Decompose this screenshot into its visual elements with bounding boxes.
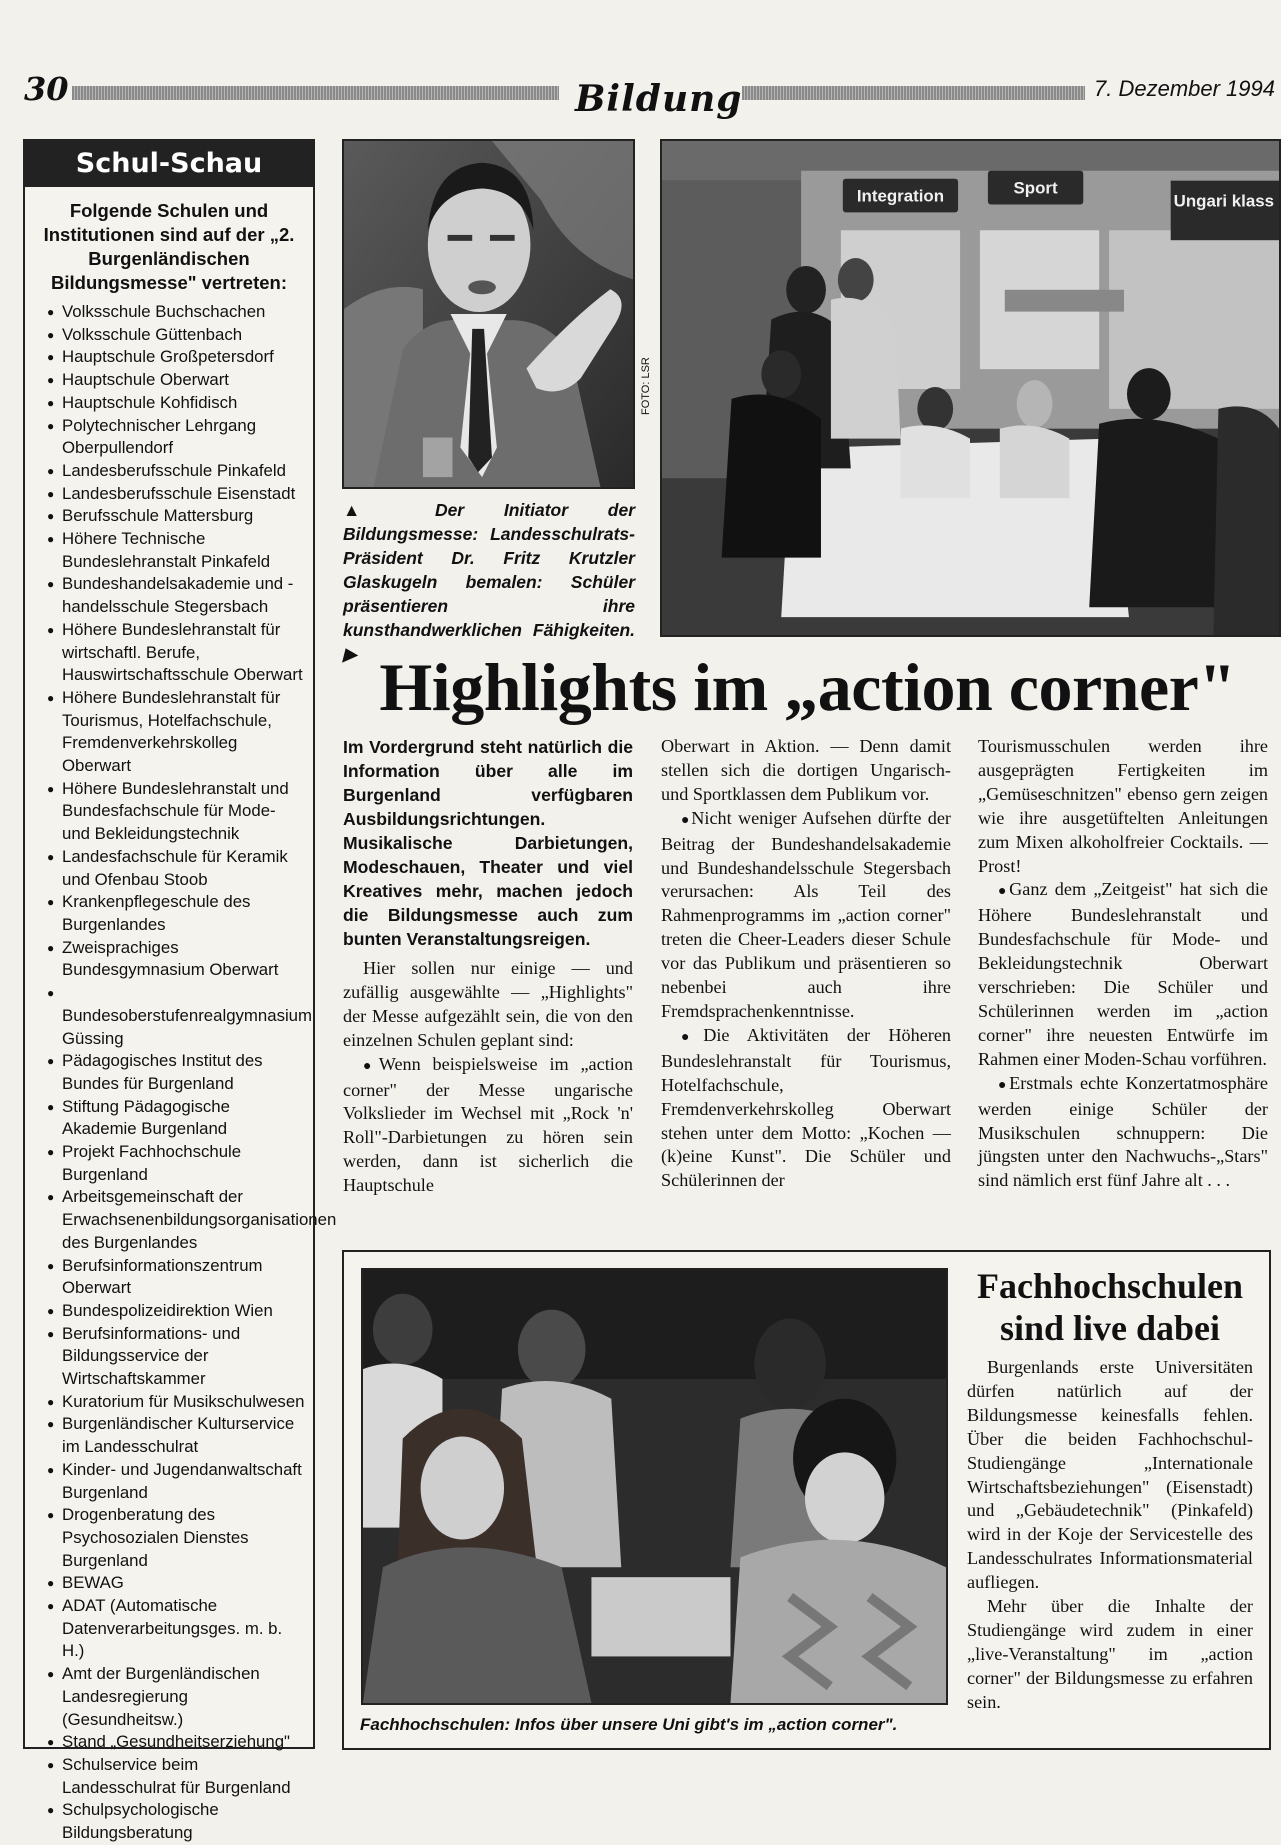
school-list-item: ● Krankenpflegeschule des Burgenlandes — [35, 891, 305, 936]
school-list-item: ● Hauptschule Oberwart — [35, 369, 305, 392]
article-paragraph: Oberwart in Aktion. — Denn damit stellen sich die dortigen Ungarisch- und Sportklassen dem Publikum vor. — [661, 736, 951, 804]
school-list-item: ● Landesberufsschule Eisenstadt — [35, 483, 305, 506]
article-column-2 — [661, 735, 951, 1193]
school-list-item: ● BEWAG — [35, 1572, 305, 1595]
school-list — [25, 301, 337, 1845]
schul-schau-sidebar — [23, 139, 337, 1843]
portrait-photo — [342, 139, 635, 489]
school-list-item: ● Stiftung Pädagogische Akademie Burgenland — [35, 1096, 305, 1141]
school-list-item: ● Kinder- und Jugendanwaltschaft Burgenland — [35, 1459, 305, 1504]
article-bullet-paragraph: ● Ganz dem „Zeitgeist" hat sich die Höhere Bundeslehranstalt und Bundesfachschule für Mode- und Bekleidungstechnik Oberwart verschrieben: Die Schüler und Schülerinnen werden im „action corner" ihre neuesten Entwürfe im Rahmen einer Moden-Schau vorführen. — [978, 878, 1268, 1071]
school-list-item: ● Höhere Bundeslehranstalt und Bundesfachschule für Mode- und Bekleidungstechnik — [35, 778, 305, 846]
article-lead: Im Vordergrund steht natürlich die Information über alle im Burgenland verfügbaren Ausbildungsrichtungen. Musikalische Darbietungen, Modeschauen, Theater und viel Kreatives mehr, machen jedoch die Bildungsmesse auch zum bunten Veranstaltungsreigen. — [343, 737, 633, 949]
fachhochschulen-paragraph: Mehr über die Inhalte der Studiengänge wird zudem in einer „live-Veranstaltung" im „action corner" der Bildungsmesse zu erfahren sein. — [967, 1596, 1253, 1712]
school-list-item: ● Volksschule Güttenbach — [35, 324, 305, 347]
article-bullet-paragraph: ● Wenn beispielsweise im „action corner" der Messe ungarische Volkslieder im Wechsel mit „Rock 'n' Roll"-Darbietungen zu hören sein werden, dann ist sicherlich die Hauptschule — [343, 1053, 633, 1198]
school-list-item: ● Schulpsychologische Bildungsberatung — [35, 1799, 305, 1844]
header-rule-left — [72, 86, 559, 100]
fachhochschulen-title: Fachhochschulen sind live dabei — [976, 1266, 1244, 1348]
page-number: 30 — [24, 70, 69, 108]
school-list-item: ● Projekt Fachhochschule Burgenland — [35, 1141, 305, 1186]
school-list-item: ● Höhere Technische Bundeslehranstalt Pinkafeld — [35, 528, 305, 573]
school-list-item: ● Höhere Bundeslehranstalt für wirtschaftl. Berufe, Hauswirtschaftsschule Oberwart — [35, 619, 305, 687]
article-column-1 — [343, 735, 633, 1198]
fachhochschulen-paragraph: Burgenlands erste Universitäten dürfen natürlich auf der Bildungsmesse keinesfalls fehlen. Über die beiden Fachhochschul-Studiengänge „Internationale Wirtschaftsbeziehungen" (Eisenstadt) und „Gebäudetechnik" (Pinkafeld) wird in der Koje der Servicestelle des Landesschulrates Informationsmaterial aufliegen. — [967, 1357, 1253, 1593]
issue-date: 7. Dezember 1994 — [1094, 76, 1275, 101]
photo-caption-bottom: Fachhochschulen: Infos über unsere Uni gibt's im „action corner". — [360, 1715, 898, 1734]
photo-caption-top: ▲ Der Initiator der Bildungsmesse: Landesschulrats-Präsident Dr. Fritz Krutzler Glaskugeln bemalen: Schüler präsentieren ihre kunsthandwerklichen Fähigkeiten. ▶ — [343, 500, 635, 664]
school-list-item: ● Bundeshandelsakademie und -handelsschule Stegersbach — [35, 573, 305, 618]
article-bullet-paragraph: ● Nicht weniger Aufsehen dürfte der Beitrag der Bundeshandelsakademie und Bundeshandelsschule Stegersbach verursachen: Als Teil des Rahmenprogramms im „action corner" treten die Cheer-Leaders dieser Schule vor das Publikum und präsentieren so nebenbei auch ihre Fremdsprachenkenntnisse. — [661, 807, 951, 1024]
school-list-item: ● Hauptschule Großpetersdorf — [35, 346, 305, 369]
school-list-item: ● Zweisprachiges Bundesgymnasium Oberwart — [35, 937, 305, 982]
sign-ungarisch: Ungari klass — [1173, 191, 1275, 211]
school-list-item: ● Arbeitsgemeinschaft der Erwachsenenbildungsorganisationen des Burgenlandes — [35, 1186, 305, 1254]
fachhochschulen-text — [967, 1356, 1253, 1715]
sign-sport: Sport — [1013, 178, 1058, 198]
school-list-item: ● Pädagogisches Institut des Bundes für Burgenland — [35, 1050, 305, 1095]
article-paragraph: Hier sollen nur einige — und zufällig ausgewählte — „Highlights" der Messe aufgezählt sein, die von den einzelnen Schulen geplant sind: — [343, 958, 633, 1050]
school-list-item: ● Bundespolizeidirektion Wien — [35, 1300, 305, 1323]
school-list-item: ● Hauptschule Kohfidisch — [35, 392, 305, 415]
school-list-item: ● Stand „Gesundheitserziehung" — [35, 1731, 305, 1754]
fair-stand-photo — [660, 139, 1281, 637]
school-list-item: ● Berufsinformationszentrum Oberwart — [35, 1255, 305, 1300]
section-title: Bildung — [575, 78, 743, 120]
school-list-item: ● Landesfachschule für Keramik und Ofenbau Stoob — [35, 846, 305, 891]
school-list-item: ● Polytechnischer Lehrgang Oberpullendorf — [35, 415, 305, 460]
article-bullet-paragraph: ● Erstmals echte Konzertatmosphäre werden einige Schüler der Musikschulen schnuppern: Die jüngsten unter den Nachwuchs-„Stars" sind nämlich erst fünf Jahre alt . . . — [978, 1072, 1268, 1194]
school-list-item: ● ADAT (Automatische Datenverarbeitungsges. m. b. H.) — [35, 1595, 305, 1663]
article-bullet-paragraph: ● Die Aktivitäten der Höheren Bundeslehranstalt für Tourismus, Hotelfachschule, Fremdenverkehrskolleg Oberwart stehen unter dem Motto: „Kochen — (k)eine Kunst". Die Schüler und Schülerinnen der — [661, 1024, 951, 1193]
sign-integration: Integration — [856, 186, 945, 206]
sidebar-intro: Folgende Schulen und Institutionen sind auf der „2. Burgenländischen Bildungsmesse" vertreten: — [43, 200, 295, 293]
school-list-item: ● Burgenländischer Kulturservice im Landesschulrat — [35, 1413, 305, 1458]
school-list-item: ● Landesberufsschule Pinkafeld — [35, 460, 305, 483]
school-list-item: ● Berufsschule Mattersburg — [35, 505, 305, 528]
sidebar-title: Schul-Schau — [25, 141, 313, 187]
article-column-3 — [978, 735, 1268, 1193]
school-list-item: ● Amt der Burgenländischen Landesregierung (Gesundheitsw.) — [35, 1663, 305, 1731]
photo-credit: FOTO: LSR — [640, 357, 652, 415]
article-headline: Highlights im „action corner" — [379, 649, 1236, 725]
header-rule-right — [742, 86, 1085, 100]
article-paragraph: Tourismusschulen werden ihre ausgeprägten Fertigkeiten im „Gemüseschnitzen" ebenso gern zeigen wie ihre ausgetüftelten Anleitungen zum Mixen alkoholfreier Cocktails. — Prost! — [978, 736, 1268, 876]
school-list-item: ● Drogenberatung des Psychosozialen Dienstes Burgenland — [35, 1504, 305, 1572]
school-list-item: ● Bundesoberstufenrealgymnasium Güssing — [35, 982, 305, 1050]
audience-photo — [361, 1268, 948, 1705]
school-list-item: ● Berufsinformations- und Bildungsservice der Wirtschaftskammer — [35, 1323, 305, 1391]
school-list-item: ● Höhere Bundeslehranstalt für Tourismus, Hotelfachschule, Fremdenverkehrskolleg Oberwart — [35, 687, 305, 778]
school-list-item: ● Volksschule Buchschachen — [35, 301, 305, 324]
school-list-item: ● Kuratorium für Musikschulwesen — [35, 1391, 305, 1414]
school-list-item: ● Schulservice beim Landesschulrat für Burgenland — [35, 1754, 305, 1799]
